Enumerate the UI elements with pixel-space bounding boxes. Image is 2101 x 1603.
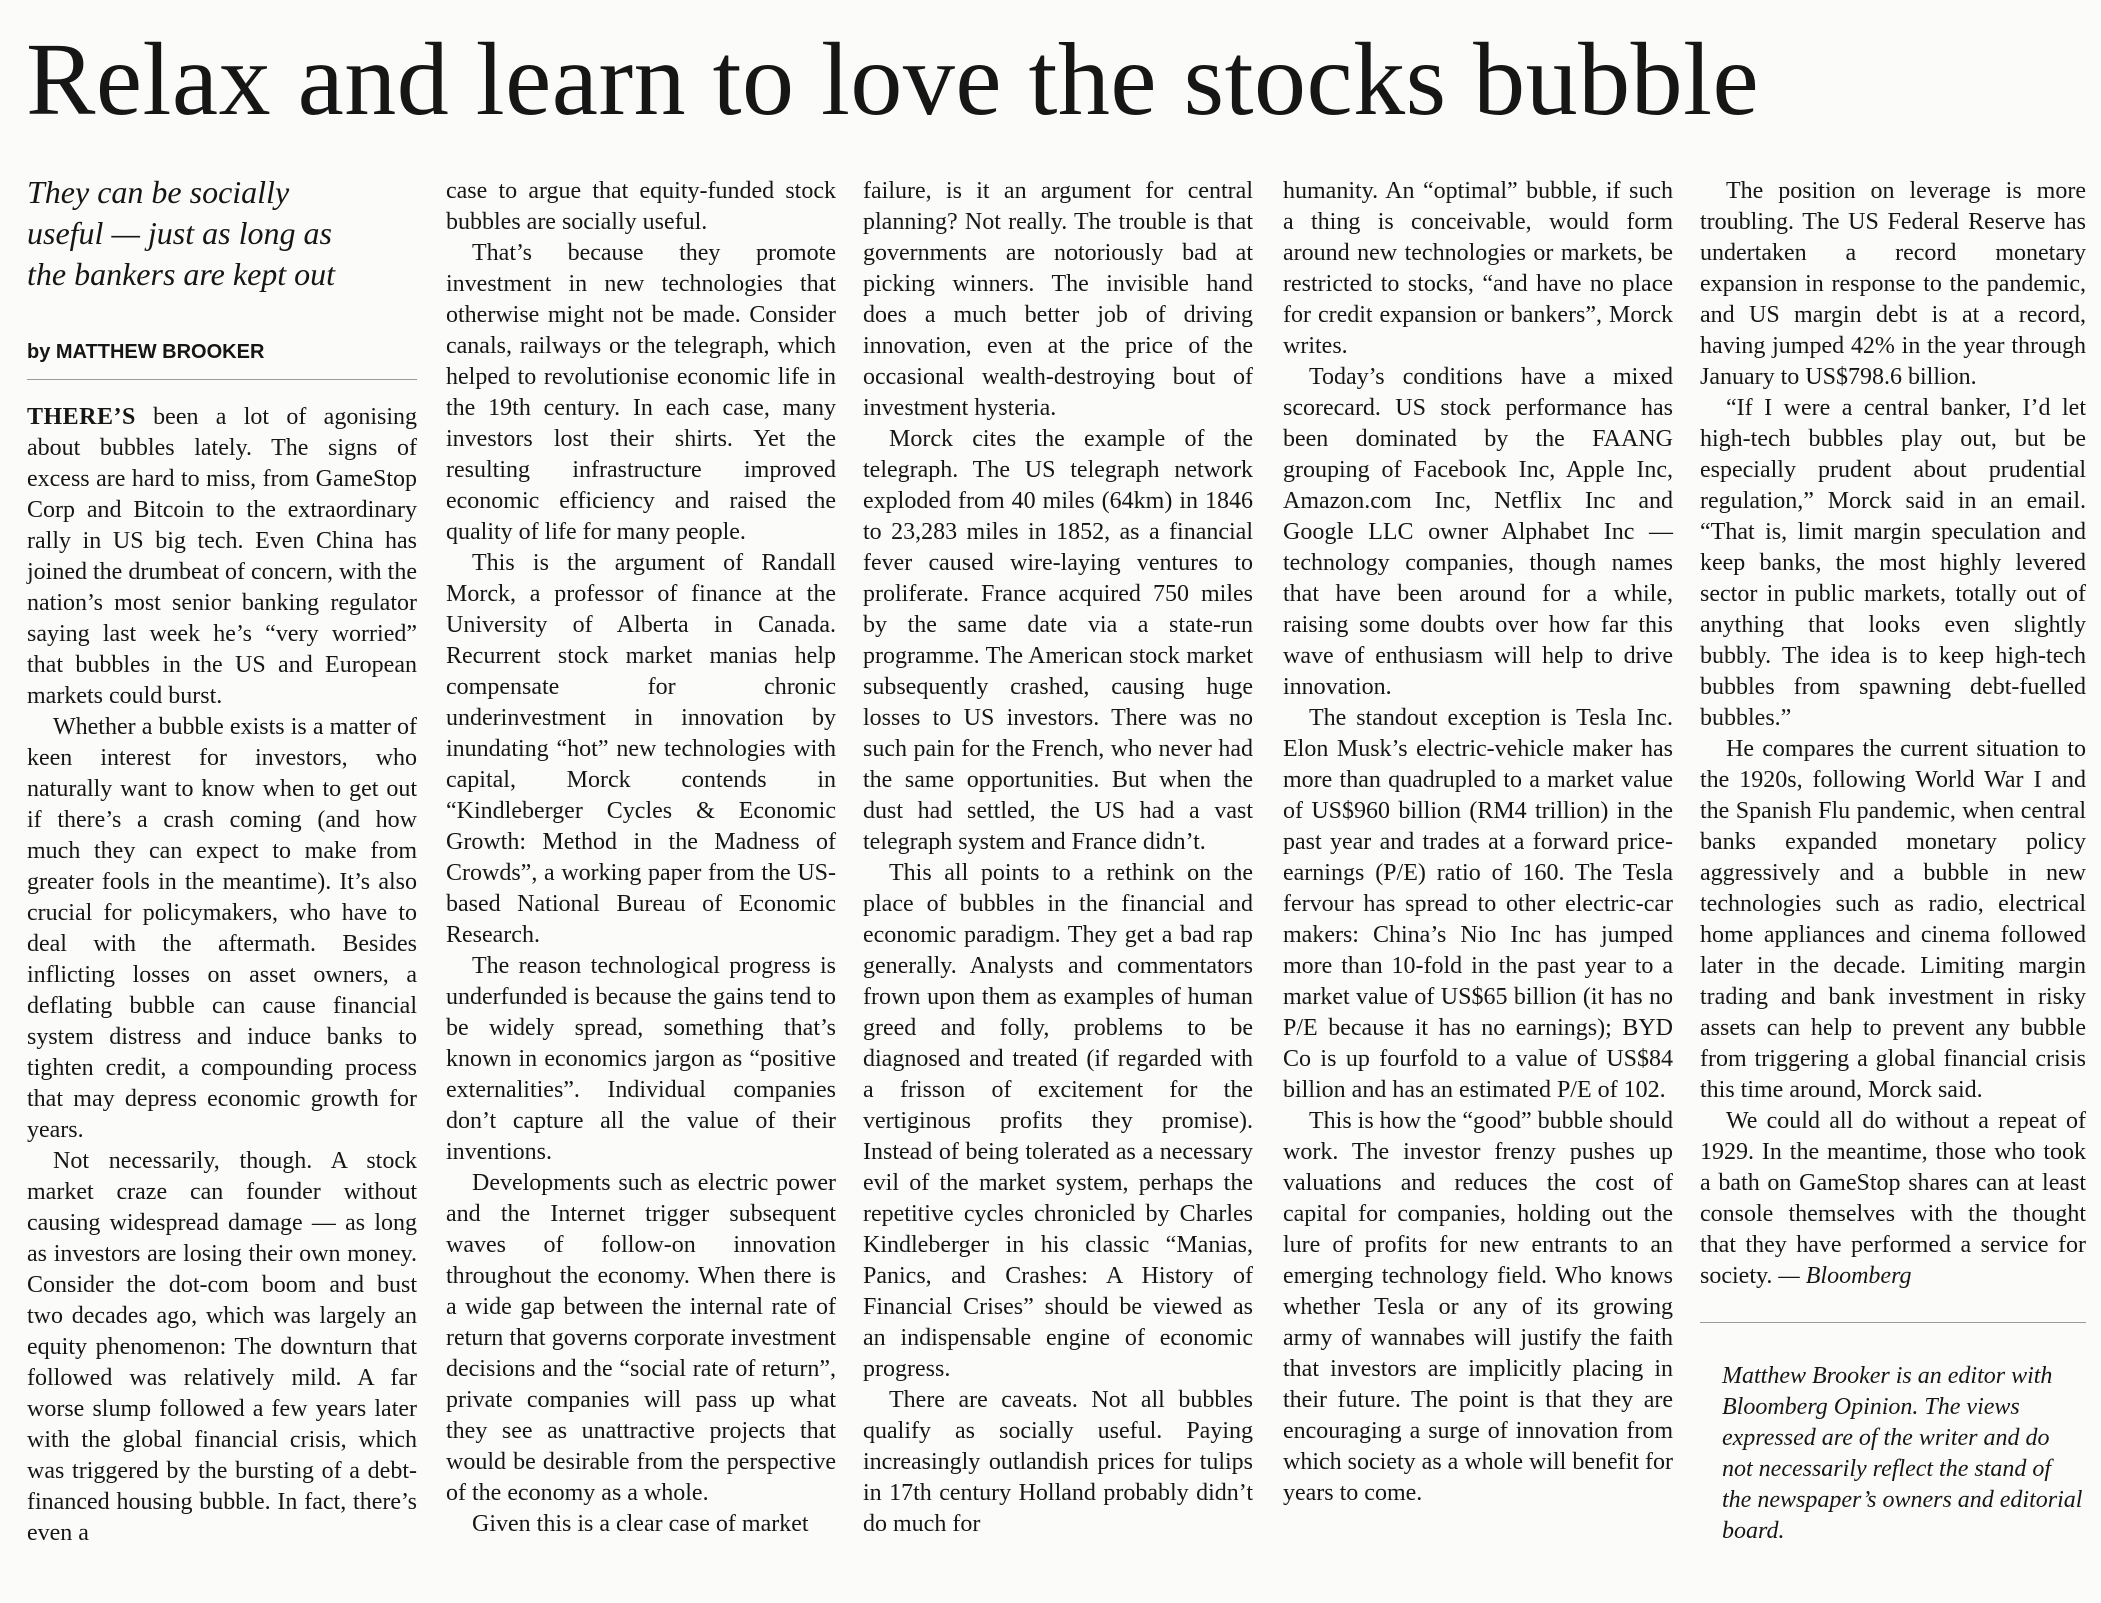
author-note: Matthew Brooker is an editor with Bloomberg Opinion. The views expressed are of the writer and do not necessarily reflect the stand of the newspaper’s owners and editorial board. bbox=[1722, 1363, 2083, 1544]
article-column-2 bbox=[446, 176, 836, 1540]
article-paragraph: Developments such as electric power and the Internet trigger subsequent waves of follow-on innovation throughout the economy. When there is a wide gap between the internal rate of return that governs corporate investment decisions and the “social rate of return”, private companies will pass up what they see as unattractive projects that would be desirable from the perspective of the economy as a whole. bbox=[446, 1170, 836, 1506]
article-paragraph: “If I were a central banker, I’d let high-tech bubbles play out, but be especially prudent about prudential regulation,” Morck said in an email. “That is, limit margin speculation and keep banks, the most highly levered sector in public markets, totally out of anything that looks even slightly bubbly. The idea is to keep high-tech bubbles from spawning debt-fuelled bubbles.” bbox=[1700, 395, 2086, 731]
article-paragraph: This is the argument of Randall Morck, a professor of finance at the University of Alberta in Canada. Recurrent stock market manias help compensate for chronic underinvestment in innovation by inundating “hot” new technologies with capital, Morck contends in “Kindleberger Cycles & Economic Growth: Method in the Madness of Crowds”, a working paper from the US-based National Bureau of Economic Research. bbox=[446, 550, 836, 948]
article-column-5 bbox=[1700, 176, 2086, 1547]
article-paragraph: Today’s conditions have a mixed scorecard. US stock performance has been dominated by the FAANG grouping of Facebook Inc, Apple Inc, Amazon.com Inc, Netflix Inc and Google LLC owner Alphabet Inc — technology companies, though names that have been around for a while, raising some doubts over how far this wave of enthusiasm will help to drive innovation. bbox=[1283, 364, 1673, 700]
article-paragraph bbox=[1700, 1106, 2086, 1292]
article-paragraph: Whether a bubble exists is a matter of keen interest for investors, who naturally want to know when to get out if there’s a crash coming (and how much they can expect to make from greater fools in the meantime). It’s also crucial for policymakers, who have to deal with the aftermath. Besides inflicting losses on asset owners, a deflating bubble can cause financial system distress and induce banks to tighten credit, a compounding process that may depress economic growth for years. bbox=[27, 714, 417, 1143]
byline-gap bbox=[27, 380, 417, 402]
article-paragraph: He compares the current situation to the 1920s, following World War I and the Spanish Flu pandemic, when central banks expanded monetary policy aggressively and a bubble in new technologies such as radio, electrical home appliances and cinema followed later in the decade. Limiting margin trading and bank investment in risky assets can help to prevent any bubble from triggering a global financial crisis this time around, Morck said. bbox=[1700, 736, 2086, 1103]
article-column-3 bbox=[863, 176, 1253, 1540]
paragraph-text: We could all do without a repeat of 1929. In the meantime, those who took a bath on GameStop shares can at least console themselves with the thought that they have performed a service for society. bbox=[1700, 1108, 2086, 1289]
article-paragraph bbox=[27, 402, 417, 712]
article-paragraph: humanity. An “optimal” bubble, if such a thing is conceivable, would form around new technologies or markets, be restricted to stocks, “and have no place for credit expansion or bankers”, Morck writes. bbox=[1283, 178, 1673, 359]
headline: Relax and learn to love the stocks bubble bbox=[26, 22, 1760, 137]
author-note-rule bbox=[1700, 1322, 2086, 1361]
article-paragraph: There are caveats. Not all bubbles qualify as socially useful. Paying increasingly outlandish prices for tulips in 17th century Holland probably didn’t do much for bbox=[863, 1387, 1253, 1537]
article-column-1 bbox=[27, 172, 417, 1549]
article-paragraph: This all points to a rethink on the place of bubbles in the financial and economic paradigm. They get a bad rap generally. Analysts and commentators frown upon them as examples of human greed and folly, problems to be diagnosed and treated (if regarded with a frisson of excitement for the vertiginous profits they promise). Instead of being tolerated as a necessary evil of the market system, perhaps the repetitive cycles chronicled by Charles Kindleberger in his classic “Manias, Panics, and Crashes: A History of Financial Crises” should be viewed as an indispensable engine of economic progress. bbox=[863, 860, 1253, 1382]
article-paragraph: That’s because they promote investment in new technologies that otherwise might not be made. Consider canals, railways or the telegraph, which helped to revolutionise economic life in the 19th century. In each case, many investors lost their shirts. Yet the resulting infrastructure improved economic efficiency and raised the quality of life for many people. bbox=[446, 240, 836, 545]
article-paragraph: The position on leverage is more troubling. The US Federal Reserve has undertaken a record monetary expansion in response to the pandemic, and US margin debt is at a record, having jumped 42% in the year through January to US$798.6 billion. bbox=[1700, 178, 2086, 390]
article-paragraph: case to argue that equity-funded stock bubbles are socially useful. bbox=[446, 178, 836, 235]
source-credit: — Bloomberg bbox=[1778, 1263, 1912, 1289]
article-paragraph: Morck cites the example of the telegraph. The US telegraph network exploded from 40 miles (64km) in 1846 to 23,283 miles in 1852, as a financial fever caused wire-laying ventures to proliferate. France acquired 750 miles by the same date via a state-run programme. The American stock market subsequently crashed, causing huge losses to US investors. There was no such pain for the French, who never had the same opportunities. But when the dust had settled, the US had a vast telegraph system and France didn’t. bbox=[863, 426, 1253, 855]
standfirst: They can be socially useful — just as long as the bankers are kept out bbox=[27, 174, 336, 292]
article-paragraph: The standout exception is Tesla Inc. Elon Musk’s electric-vehicle maker has more than quadrupled to a market value of US$960 billion (RM4 trillion) in the past year and trades at a forward price-earnings (P/E) ratio of 160. The Tesla fervour has spread to other electric-car makers: China’s Nio Inc has jumped more than 10-fold in the past year to a market value of US$65 billion (it has no P/E because it has no earnings); BYD Co is up fourfold to a value of US$84 billion and has an estimated P/E of 102. bbox=[1283, 705, 1673, 1103]
paragraph-text: been a lot of agonising about bubbles lately. The signs of excess are hard to miss, from GameStop Corp and Bitcoin to the extraordinary rally in US big tech. Even China has joined the drumbeat of concern, with the nation’s most senior banking regulator saying last week he’s “very worried” that bubbles in the US and European markets could burst. bbox=[27, 404, 417, 709]
article-paragraph: The reason technological progress is underfunded is because the gains tend to be widely spread, something that’s known in economics jargon as “positive externalities”. Individual companies don’t capture all the value of their inventions. bbox=[446, 953, 836, 1165]
article-paragraph: This is how the “good” bubble should work. The investor frenzy pushes up valuations and reduces the cost of capital for companies, holding out the lure of profits for new entrants to an emerging technology field. Who knows whether Tesla or any of its growing army of wannabes will justify the faith that investors are implicitly placing in their future. The point is that they are encouraging a surge of innovation from which society as a whole will benefit for years to come. bbox=[1283, 1108, 1673, 1506]
article-paragraph: failure, is it an argument for central planning? Not really. The trouble is that governments are notoriously bad at picking winners. The invisible hand does a much better job of driving innovation, even at the price of the occasional wealth-destroying bout of investment hysteria. bbox=[863, 178, 1253, 421]
article-paragraph: Not necessarily, though. A stock market craze can founder without causing widespread damage — as long as investors are losing their own money. Consider the dot-com boom and bust two decades ago, which was largely an equity phenomenon: The downturn that followed was relatively mild. A far worse slump followed a few years later with the global financial crisis, which was triggered by the bursting of a debt-financed housing bubble. In fact, there’s even a bbox=[27, 1148, 417, 1546]
article-paragraph: Given this is a clear case of market bbox=[472, 1511, 809, 1537]
lead-word: THERE’S bbox=[27, 404, 136, 430]
article-column-4 bbox=[1283, 176, 1673, 1509]
byline: by MATTHEW BROOKER bbox=[27, 339, 417, 380]
